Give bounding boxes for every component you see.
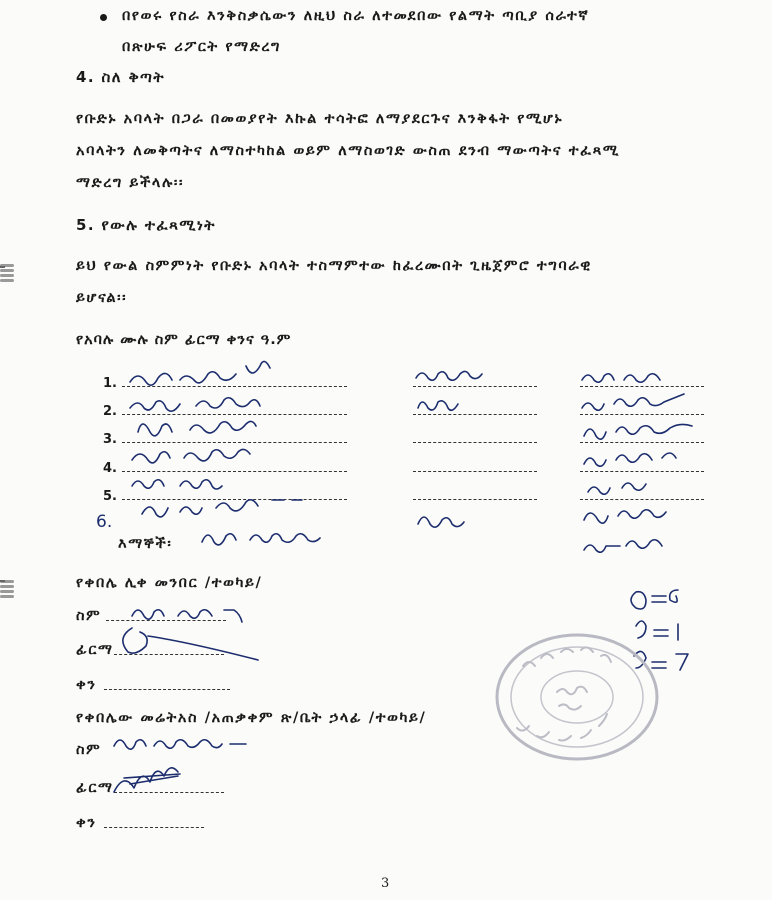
handwritten-signatures (414, 364, 544, 534)
section-4-line-3: ማድረግ ይችላሉ፡፡ (76, 175, 184, 191)
section-4-line-2: አባላትን ለመቅጣትና ለማስተካከል ወይም ለማስወገድ ውስጠ ደንብ ማውጣትና ተፈጻሚ (76, 143, 620, 159)
row-number-3: 3. (103, 432, 117, 447)
land-office-head-title: የቀበሌው መሬትአስ /አጠቃቀም ጽ/ቤት ኃላፊ /ተወካይ/ (76, 710, 427, 726)
section-5-heading: 5. የውሉ ተፈጻሚነት (76, 216, 216, 234)
section-5-line-2: ይሆናል፡፡ (76, 290, 128, 306)
handwritten-witness-name (200, 522, 400, 552)
office-date-line (104, 827, 204, 828)
section-4-line-1: የቡድኑ አባላት በጋራ በመወያየት እኩል ተሳትፎ ለማያደርጉና እንቅፋት የሚሆኑ (76, 111, 564, 127)
intro-bullet-line-1: በየወሩ የስራ እንቅስቃሴውን ለዚህ ስራ ለተመደበው የልማት ጣቢያ ሰራተኛ (122, 8, 590, 24)
kebele-chairman-title: የቀበሌ ሊቀ መንበር /ተወካይ/ (76, 575, 263, 591)
section-5-line-1: ይህ የውል ስምምነት የቡድኑ አባላት ተስማምተው ከፈረሙበት ጊዜጀምሮ ተግባራዊ (76, 258, 592, 274)
witness-label: እማኞች፡ (118, 536, 173, 552)
office-name-label: ስም (76, 742, 102, 758)
handwritten-member-names (128, 362, 348, 517)
office-signature-handwriting (110, 758, 190, 802)
official-stamp (493, 632, 661, 762)
row-number-1: 1. (103, 376, 117, 391)
page-number: 3 (381, 876, 390, 891)
row-number-6: 6. (96, 512, 113, 532)
section-4-heading: 4. ስለ ቅጣት (76, 68, 165, 86)
handwritten-dates (580, 364, 770, 564)
office-name-handwriting (112, 730, 272, 756)
binder-edge-mark-bottom (0, 580, 5, 582)
kebele-date-label: ቀን (76, 677, 97, 693)
bullet-dot (100, 14, 107, 21)
row-number-5: 5. (103, 489, 117, 504)
office-signature-label: ፊርማ (76, 780, 114, 796)
row-number-4: 4. (103, 461, 117, 476)
kebele-signature-handwriting (112, 620, 262, 660)
kebele-name-label: ስም (76, 608, 102, 624)
kebele-signature-label: ፊርማ (76, 642, 114, 658)
kebele-date-line (104, 689, 230, 690)
row-number-2: 2. (103, 404, 117, 419)
office-date-label: ቀን (76, 815, 97, 831)
binder-edge-mark-top (0, 266, 5, 268)
members-table-header: የአባሉ ሙሉ ስም ፊርማ ቀንና ዓ.ም (76, 332, 292, 348)
intro-bullet-line-2: በጽሁፍ ሪፖርት የማድረግ (122, 39, 282, 55)
